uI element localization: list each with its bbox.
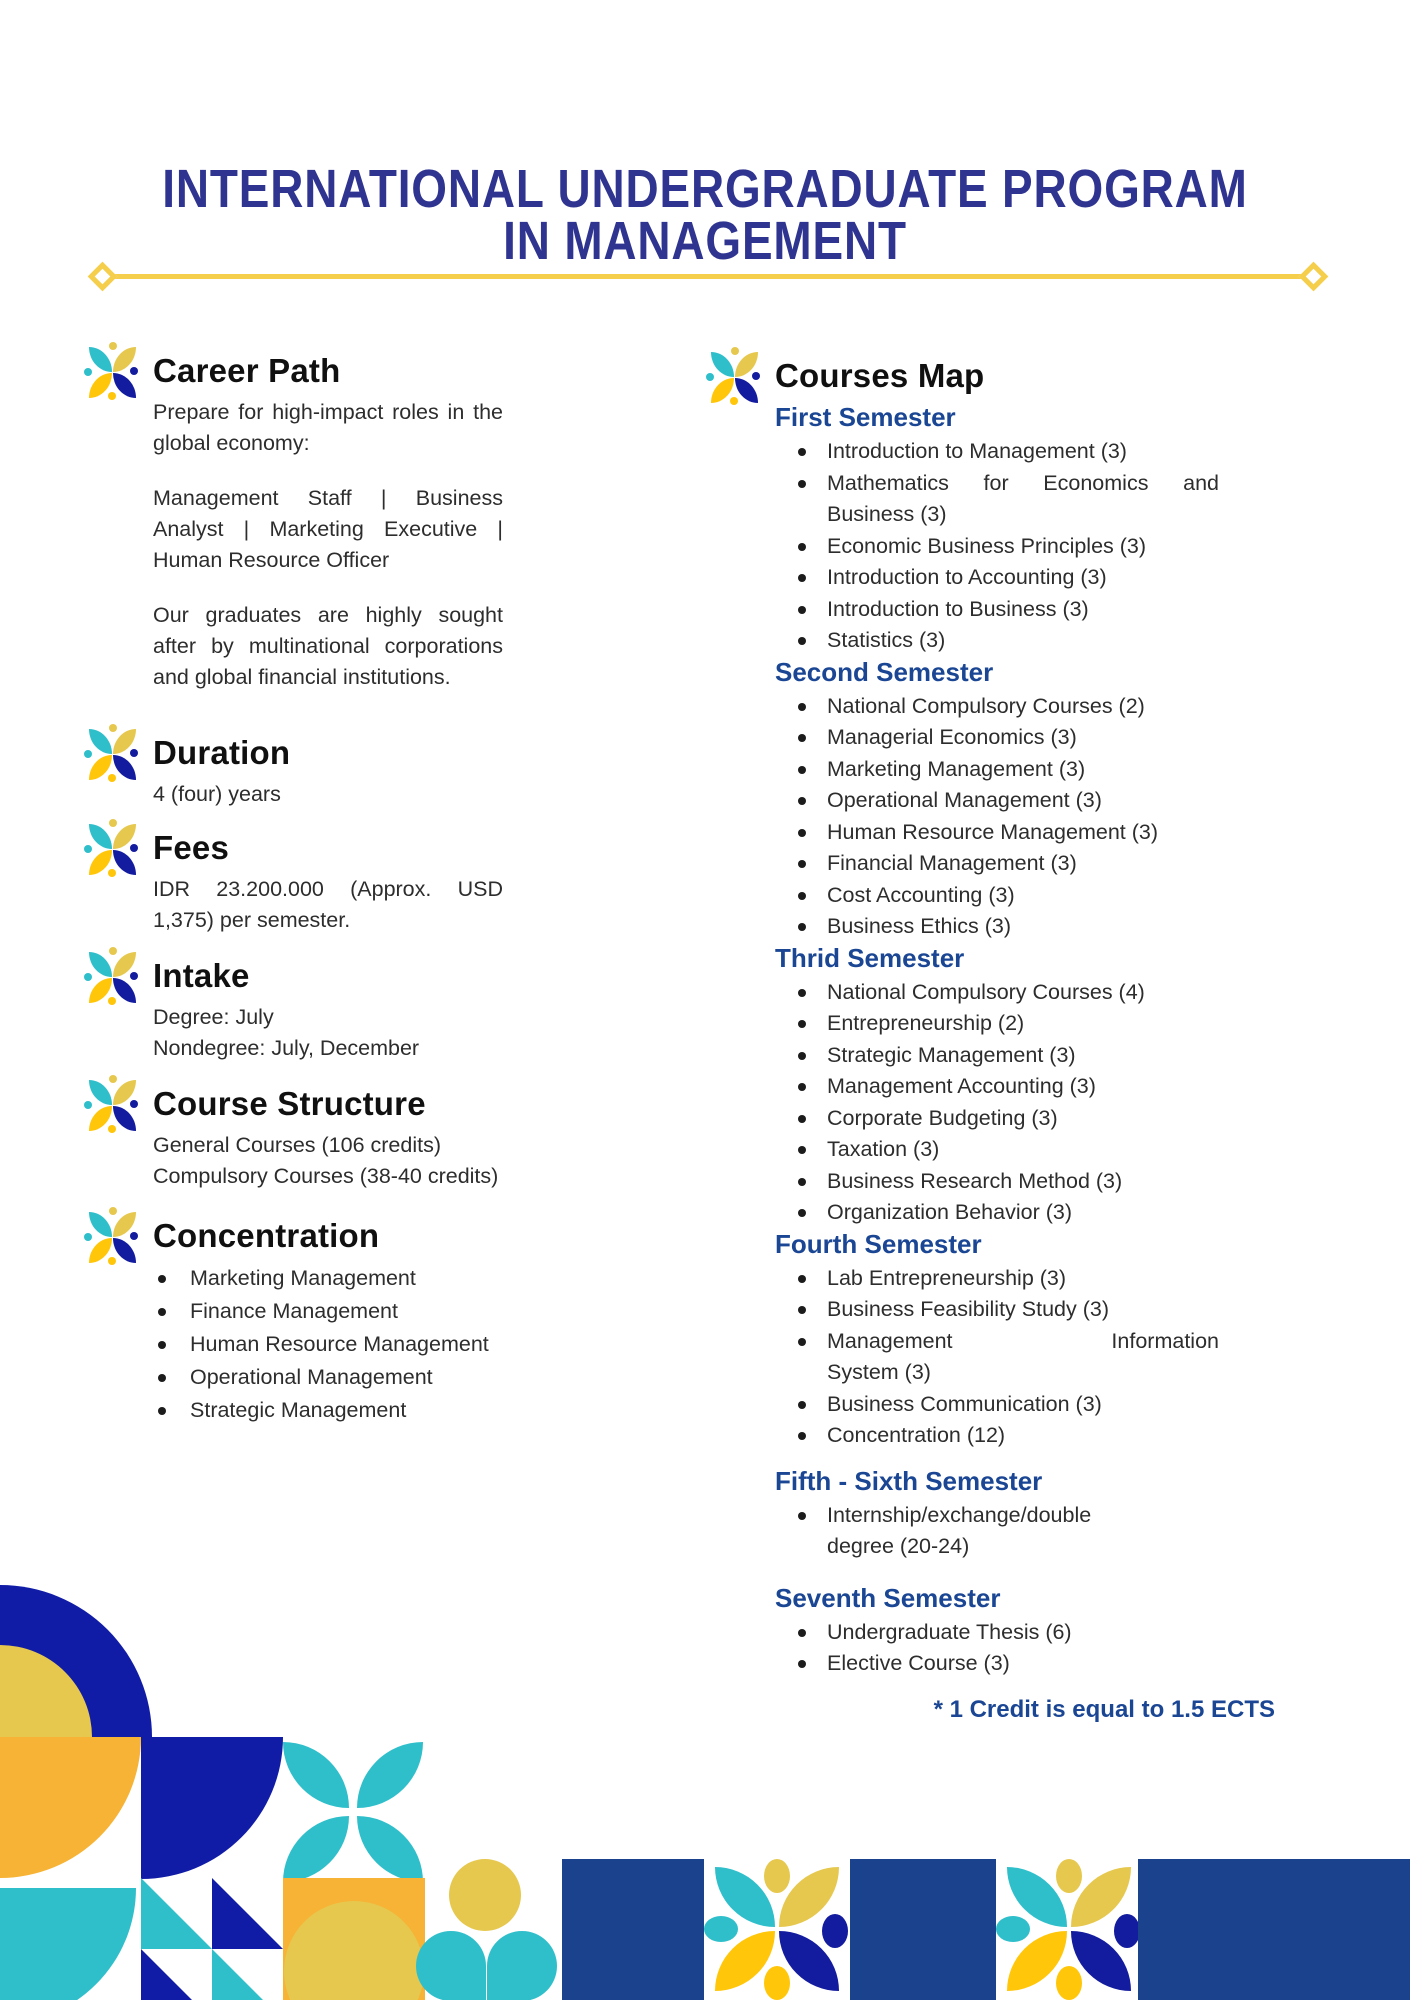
dot-left	[706, 373, 714, 381]
course-label: Mathematics for Economics and Business (3)	[827, 470, 1219, 526]
paragraph: 4 (four) years	[153, 782, 281, 806]
course-item	[775, 848, 1275, 880]
triangle-teal-icon	[141, 1878, 212, 1949]
course-item	[775, 817, 1275, 849]
dot	[1056, 1859, 1082, 1893]
bullet-icon	[798, 1115, 806, 1123]
triangle-navy-icon	[141, 1949, 212, 2000]
petal-navy	[113, 373, 136, 398]
course-label: Business Research Method (3)	[827, 1168, 1123, 1193]
bullet-icon	[158, 1407, 166, 1415]
dot-top	[109, 342, 117, 350]
petal	[283, 1742, 349, 1808]
dot-right	[130, 1100, 138, 1108]
bullet-icon	[798, 923, 806, 931]
list-item-label: Finance Management	[190, 1299, 398, 1323]
section-header	[88, 727, 566, 779]
petal-teal	[89, 1080, 112, 1105]
petal-teal	[711, 352, 734, 377]
course-item	[775, 1103, 1275, 1135]
course-label: Operational Management (3)	[827, 788, 1102, 812]
diamond-icon	[1299, 261, 1329, 291]
course-item	[775, 785, 1275, 817]
paragraph: IDR 23.200.000 (Approx. USD 1,375) per semester.	[153, 877, 503, 932]
semester-second-semester	[775, 657, 1275, 943]
semester-heading: Second Semester	[775, 656, 994, 687]
section-heading: Course Structure	[153, 1085, 426, 1122]
course-label	[827, 1500, 1219, 1563]
course-label-line: Internship/exchange/double	[827, 1502, 1092, 1527]
course-item	[775, 691, 1275, 723]
petal-teal	[89, 824, 112, 849]
course-label: Corporate Budgeting (3)	[827, 1105, 1058, 1130]
course-label: Introduction to Management (3)	[827, 439, 1127, 463]
course-list	[775, 1617, 1275, 1680]
semester-list	[775, 402, 1275, 1680]
quarter-circle-orange-icon	[0, 1737, 141, 1878]
course-label: Management Accounting (3)	[827, 1074, 1096, 1098]
course-list	[775, 1263, 1275, 1452]
course-item	[775, 1420, 1275, 1452]
bullet-icon	[798, 1209, 806, 1217]
petal	[357, 1742, 423, 1808]
paragraph: Our graduates are highly sought after by multinational corporations and global financial institutions.	[153, 603, 503, 689]
bullet-icon	[798, 448, 806, 456]
course-label: Concentration (12)	[827, 1423, 1006, 1447]
course-item	[775, 468, 1275, 531]
course-label-line: System (3)	[827, 1360, 931, 1384]
paragraph: Management Staff | Business Analyst | Marketing Executive | Human Resource Officer	[153, 486, 503, 572]
bullet-icon	[798, 480, 806, 488]
course-label: Managerial Economics (3)	[827, 725, 1077, 749]
bullet-icon	[798, 734, 806, 742]
petal-teal	[89, 1212, 112, 1237]
leaf-icon	[416, 1931, 486, 2000]
course-label: Elective Course (3)	[827, 1651, 1010, 1675]
dot-left	[84, 845, 92, 853]
petal-navy	[113, 1106, 136, 1131]
flower-petals-icon	[88, 727, 136, 779]
quarter-circle-teal-icon	[0, 1888, 136, 2000]
list-item	[153, 1361, 503, 1394]
course-item	[775, 1166, 1275, 1198]
course-list	[775, 436, 1275, 657]
course-list	[775, 977, 1275, 1229]
course-label: Organization Behavior (3)	[827, 1200, 1072, 1224]
course-item	[775, 754, 1275, 786]
semester-first-semester	[775, 402, 1275, 657]
section-heading: Duration	[153, 734, 291, 771]
dot-bottom	[730, 397, 738, 405]
section-body	[153, 397, 503, 693]
section-header	[88, 950, 566, 1002]
course-label: Introduction to Business (3)	[827, 596, 1089, 621]
section-heading: Intake	[153, 957, 250, 994]
dot-right	[130, 972, 138, 980]
paragraph: Degree: July	[153, 1005, 274, 1029]
course-item	[775, 594, 1275, 626]
dot-right	[130, 844, 138, 852]
course-item	[775, 1008, 1275, 1040]
courses-map-heading: Courses Map	[775, 357, 985, 394]
courses-map-section	[710, 350, 1275, 1724]
flower-petals-icon	[710, 350, 758, 402]
triangle-teal-icon	[212, 1949, 283, 2000]
list-item	[153, 1262, 503, 1295]
course-label: Statistics (3)	[827, 628, 946, 652]
course-label-line: Management Information	[827, 1328, 1219, 1353]
course-item	[775, 1648, 1275, 1680]
course-label: Lab Entrepreneurship (3)	[827, 1265, 1067, 1290]
course-item	[775, 1040, 1275, 1072]
section-body	[153, 1002, 503, 1064]
petal-teal	[89, 729, 112, 754]
flower-petals-icon	[88, 950, 136, 1002]
teal-flower-icon	[281, 1740, 425, 1884]
page-title	[0, 159, 1410, 272]
bullet-icon	[798, 543, 806, 551]
course-label: Business Communication (3)	[827, 1391, 1102, 1416]
dot-top	[731, 347, 739, 355]
course-label: Entrepreneurship (2)	[827, 1011, 1025, 1035]
ects-note: * 1 Credit is equal to 1.5 ECTS	[933, 1695, 1275, 1723]
course-label: Introduction to Accounting (3)	[827, 565, 1107, 589]
semester-fifth-sixth-semester	[775, 1466, 1275, 1563]
course-label: Cost Accounting (3)	[827, 882, 1015, 907]
bullet-icon	[798, 1178, 806, 1186]
course-item	[775, 1500, 1275, 1563]
course-label: National Compulsory Courses (4)	[827, 979, 1145, 1004]
flower-petals-icon	[88, 1210, 136, 1262]
section-course-structure	[88, 1078, 566, 1192]
semester-heading: First Semester	[775, 402, 956, 432]
blue-rectangle	[1138, 1859, 1410, 2000]
dot-top	[109, 1207, 117, 1215]
dot-top	[109, 819, 117, 827]
petal-teal	[89, 347, 112, 372]
flower-petals-icon	[88, 345, 136, 397]
bullet-icon	[798, 989, 806, 997]
course-label: Strategic Management (3)	[827, 1042, 1076, 1067]
dot	[1114, 1914, 1140, 1948]
section-header	[88, 345, 566, 397]
section-intake	[88, 950, 566, 1064]
paragraph: Compulsory Courses (38-40 credits)	[153, 1164, 499, 1188]
course-list	[775, 691, 1275, 943]
section-career-path	[88, 345, 566, 693]
bullet-icon	[798, 574, 806, 582]
bullet-icon	[798, 1401, 806, 1409]
list-item	[153, 1394, 503, 1427]
quarter-circle-navy-icon	[141, 1737, 283, 1879]
bullet-icon	[798, 703, 806, 711]
dot-top	[109, 947, 117, 955]
list-item	[153, 1328, 503, 1361]
semester-seventh-semester	[775, 1583, 1275, 1680]
bullet-icon	[158, 1308, 166, 1316]
course-label: Taxation (3)	[827, 1137, 940, 1161]
section-header	[88, 1078, 566, 1130]
blue-square	[562, 1859, 704, 2000]
dot-left	[84, 1101, 92, 1109]
dot-bottom	[108, 869, 116, 877]
petal	[357, 1816, 423, 1882]
dot-bottom	[108, 1257, 116, 1265]
section-body	[153, 779, 503, 810]
petal-teal	[89, 952, 112, 977]
bullet-icon	[798, 892, 806, 900]
course-item	[775, 722, 1275, 754]
bullet-icon	[798, 860, 806, 868]
flower-tile-icon	[704, 1859, 850, 2000]
course-item	[775, 531, 1275, 563]
sprout-circle-icon	[449, 1859, 521, 1931]
course-item	[775, 1389, 1275, 1421]
section-body	[153, 874, 503, 936]
dot-bottom	[108, 997, 116, 1005]
dot-right	[130, 1232, 138, 1240]
course-item	[775, 1134, 1275, 1166]
divider-line	[110, 274, 1306, 279]
course-list	[775, 1500, 1275, 1563]
paragraph: Prepare for high-impact roles in the global economy:	[153, 400, 503, 455]
bullet-icon	[798, 1275, 806, 1283]
title-divider	[92, 266, 1324, 286]
bullet-icon	[798, 606, 806, 614]
list-item-label: Operational Management	[190, 1365, 433, 1389]
petal-navy	[113, 850, 136, 875]
semester-fourth-semester	[775, 1229, 1275, 1452]
semester-heading: Thrid Semester	[775, 942, 965, 973]
bullet-icon	[798, 1432, 806, 1440]
bullet-icon	[798, 1629, 806, 1637]
list-item-label: Human Resource Management	[190, 1332, 489, 1356]
petal	[283, 1816, 349, 1882]
semester-thrid-semester	[775, 943, 1275, 1229]
course-label: Business Feasibility Study (3)	[827, 1297, 1109, 1321]
course-item	[775, 625, 1275, 657]
dot-left	[84, 973, 92, 981]
course-item	[775, 1617, 1275, 1649]
dot-top	[109, 724, 117, 732]
course-label: Marketing Management (3)	[827, 756, 1086, 781]
list-item-label: Strategic Management	[190, 1398, 407, 1422]
bullet-icon	[798, 1512, 806, 1520]
section-heading: Fees	[153, 829, 230, 866]
flower-tile-icon	[996, 1859, 1138, 2000]
page-title-line2: IN MANAGEMENT	[503, 211, 907, 272]
list-item-label: Marketing Management	[190, 1266, 416, 1290]
petal-navy	[113, 755, 136, 780]
dot-left	[84, 750, 92, 758]
bullet-icon	[798, 797, 806, 805]
course-label: Undergraduate Thesis (6)	[827, 1619, 1072, 1644]
section-heading: Career Path	[153, 352, 341, 389]
list-item	[153, 1295, 503, 1328]
dot-top	[109, 1075, 117, 1083]
courses-map-header	[710, 350, 1275, 402]
leaf-icon	[487, 1931, 557, 2000]
dot	[764, 1966, 790, 2000]
page-title-line1: INTERNATIONAL UNDERGRADUATE PROGRAM	[162, 159, 1248, 220]
course-item	[775, 562, 1275, 594]
paragraph: General Courses (106 credits)	[153, 1133, 441, 1157]
bullet-icon	[798, 1338, 806, 1346]
bullet-icon	[798, 1052, 806, 1060]
dot-right	[130, 749, 138, 757]
dot-right	[130, 367, 138, 375]
dot-left	[84, 1233, 92, 1241]
course-item	[775, 1326, 1275, 1389]
dot-left	[84, 368, 92, 376]
dot-bottom	[108, 774, 116, 782]
petal-navy	[735, 378, 758, 403]
bullet-icon	[158, 1374, 166, 1382]
semester-heading: Fourth Semester	[775, 1228, 982, 1259]
semester-heading: Seventh Semester	[775, 1582, 1001, 1613]
dot	[704, 1916, 738, 1942]
bullet-icon	[798, 1020, 806, 1028]
bullet-icon	[798, 637, 806, 645]
section-body	[153, 1262, 503, 1427]
bullet-icon	[798, 1083, 806, 1091]
bullet-icon	[798, 766, 806, 774]
dot	[996, 1916, 1030, 1942]
blue-square	[850, 1859, 996, 2000]
course-label: Business Ethics (3)	[827, 914, 1012, 938]
course-item	[775, 1294, 1275, 1326]
course-item	[775, 977, 1275, 1009]
dot-right	[752, 372, 760, 380]
course-label	[827, 1326, 1219, 1389]
bullet-icon	[158, 1341, 166, 1349]
course-item	[775, 1071, 1275, 1103]
section-concentration	[88, 1210, 566, 1427]
flower-petals-icon	[88, 1078, 136, 1130]
section-header	[88, 822, 566, 874]
dot	[1056, 1966, 1082, 2000]
dot-bottom	[108, 392, 116, 400]
section-header	[88, 1210, 566, 1262]
dot-bottom	[108, 1125, 116, 1133]
section-duration	[88, 727, 566, 810]
section-fees	[88, 822, 566, 936]
course-item	[775, 436, 1275, 468]
course-label: Economic Business Principles (3)	[827, 533, 1147, 558]
flower-petals-icon	[88, 822, 136, 874]
section-heading: Concentration	[153, 1217, 380, 1254]
diamond-icon	[88, 261, 118, 291]
dot	[822, 1914, 848, 1948]
course-label: Human Resource Management (3)	[827, 819, 1159, 844]
course-item	[775, 880, 1275, 912]
course-label: Financial Management (3)	[827, 851, 1077, 875]
course-label-line: degree (20-24)	[827, 1534, 970, 1558]
course-item	[775, 1263, 1275, 1295]
semester-heading: Fifth - Sixth Semester	[775, 1465, 1043, 1496]
bullet-icon	[798, 829, 806, 837]
triangle-navy-icon	[212, 1878, 283, 1949]
petal-navy	[113, 978, 136, 1003]
bullet-icon	[158, 1275, 166, 1283]
paragraph: Nondegree: July, December	[153, 1036, 420, 1060]
course-item	[775, 1197, 1275, 1229]
bullet-icon	[798, 1306, 806, 1314]
petal-navy	[113, 1238, 136, 1263]
bullet-icon	[798, 1146, 806, 1154]
course-label: National Compulsory Courses (2)	[827, 693, 1145, 718]
dot	[764, 1859, 790, 1893]
bullet-icon	[798, 1660, 806, 1668]
section-body	[153, 1130, 503, 1192]
course-item	[775, 911, 1275, 943]
